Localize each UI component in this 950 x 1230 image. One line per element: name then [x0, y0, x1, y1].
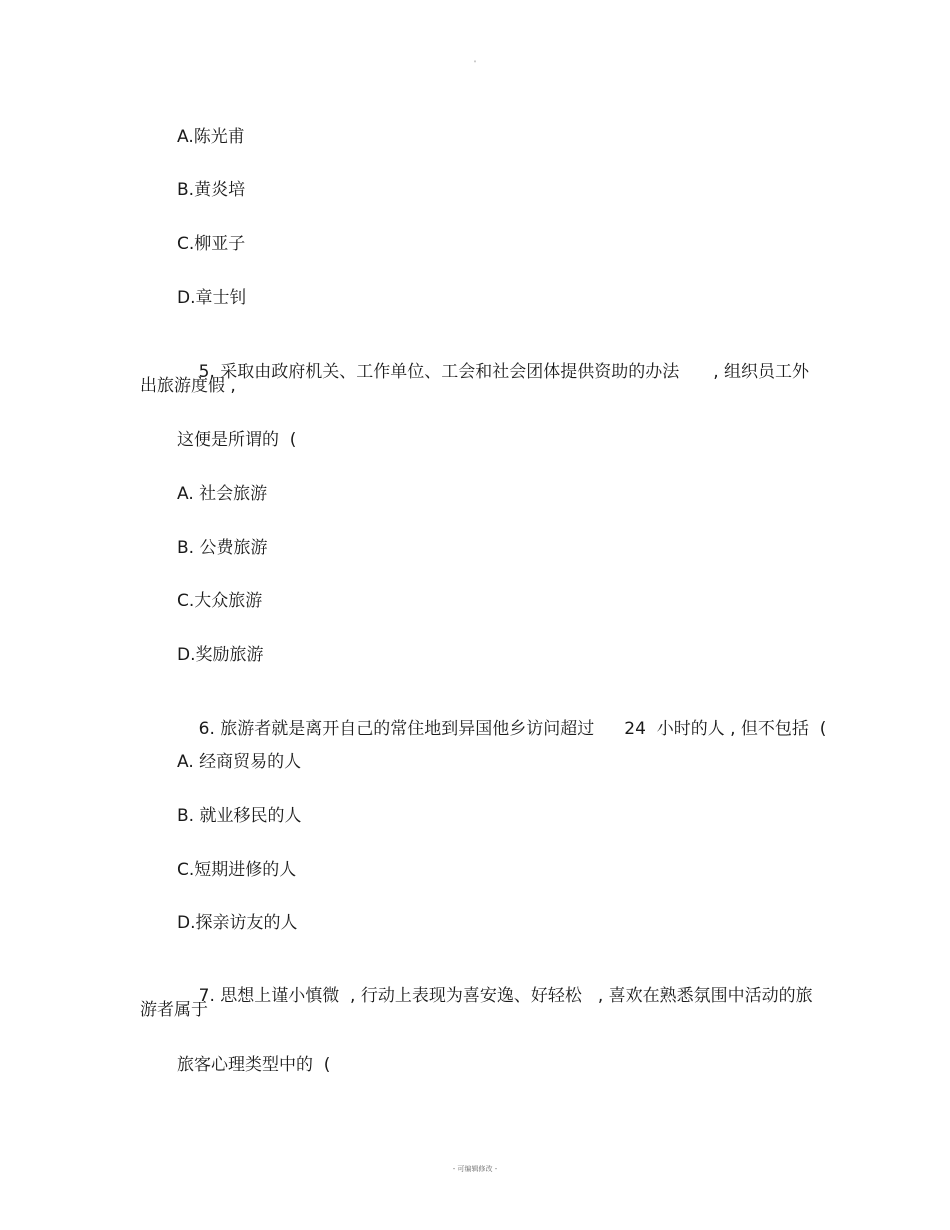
q4-option-b: B.黄炎培 [177, 180, 246, 200]
q5-stem-line3: 这便是所谓的 ( [177, 430, 297, 450]
q5-option-c: C.大众旅游 [177, 591, 263, 611]
q5-stem-line1 [177, 342, 809, 402]
q7-stem-part1: 7. 思想上谨小慎微 , 行动上表现为喜安逸、好轻松 [198, 986, 582, 1006]
header-mark: " [473, 60, 477, 67]
q6-option-b: B. 就业移民的人 [177, 806, 302, 826]
q6-option-a: A. 经商贸易的人 [177, 752, 302, 772]
q5-stem-part1: 5. 采取由政府机关、工作单位、工会和社会团体提供资助的办法 [198, 362, 680, 382]
q6-option-c: C.短期进修的人 [177, 860, 297, 880]
q5-option-d: D.奖励旅游 [177, 645, 264, 665]
q5-option-b: B. 公费旅游 [177, 538, 268, 558]
footer-mark: - 可编辑修改 - [452, 1165, 498, 1173]
q5-stem-line2: 出旅游度假 , [140, 376, 236, 396]
q6-stem-part1: 6. 旅游者就是离开自己的常住地到异国他乡访问超过 [198, 719, 595, 739]
q6-option-d: D.探亲访友的人 [177, 913, 298, 933]
q4-option-a: A.陈光甫 [177, 127, 245, 147]
q7-stem-part2: , 喜欢在熟悉氛围中活动的旅 [597, 986, 813, 1006]
q7-stem-line3: 旅客心理类型中的 ( [177, 1055, 331, 1075]
q4-option-c: C.柳亚子 [177, 234, 246, 254]
q6-stem-line1 [177, 699, 826, 759]
q7-stem-line1 [177, 966, 813, 1026]
q6-stem-part2: 24 小时的人 , 但不包括 ( [624, 719, 827, 739]
q7-stem-line2: 游者属于 [140, 1000, 208, 1020]
q5-stem-part2: , 组织员工外 [713, 362, 810, 382]
q4-option-d: D.章士钊 [177, 288, 247, 308]
q5-option-a: A. 社会旅游 [177, 484, 268, 504]
